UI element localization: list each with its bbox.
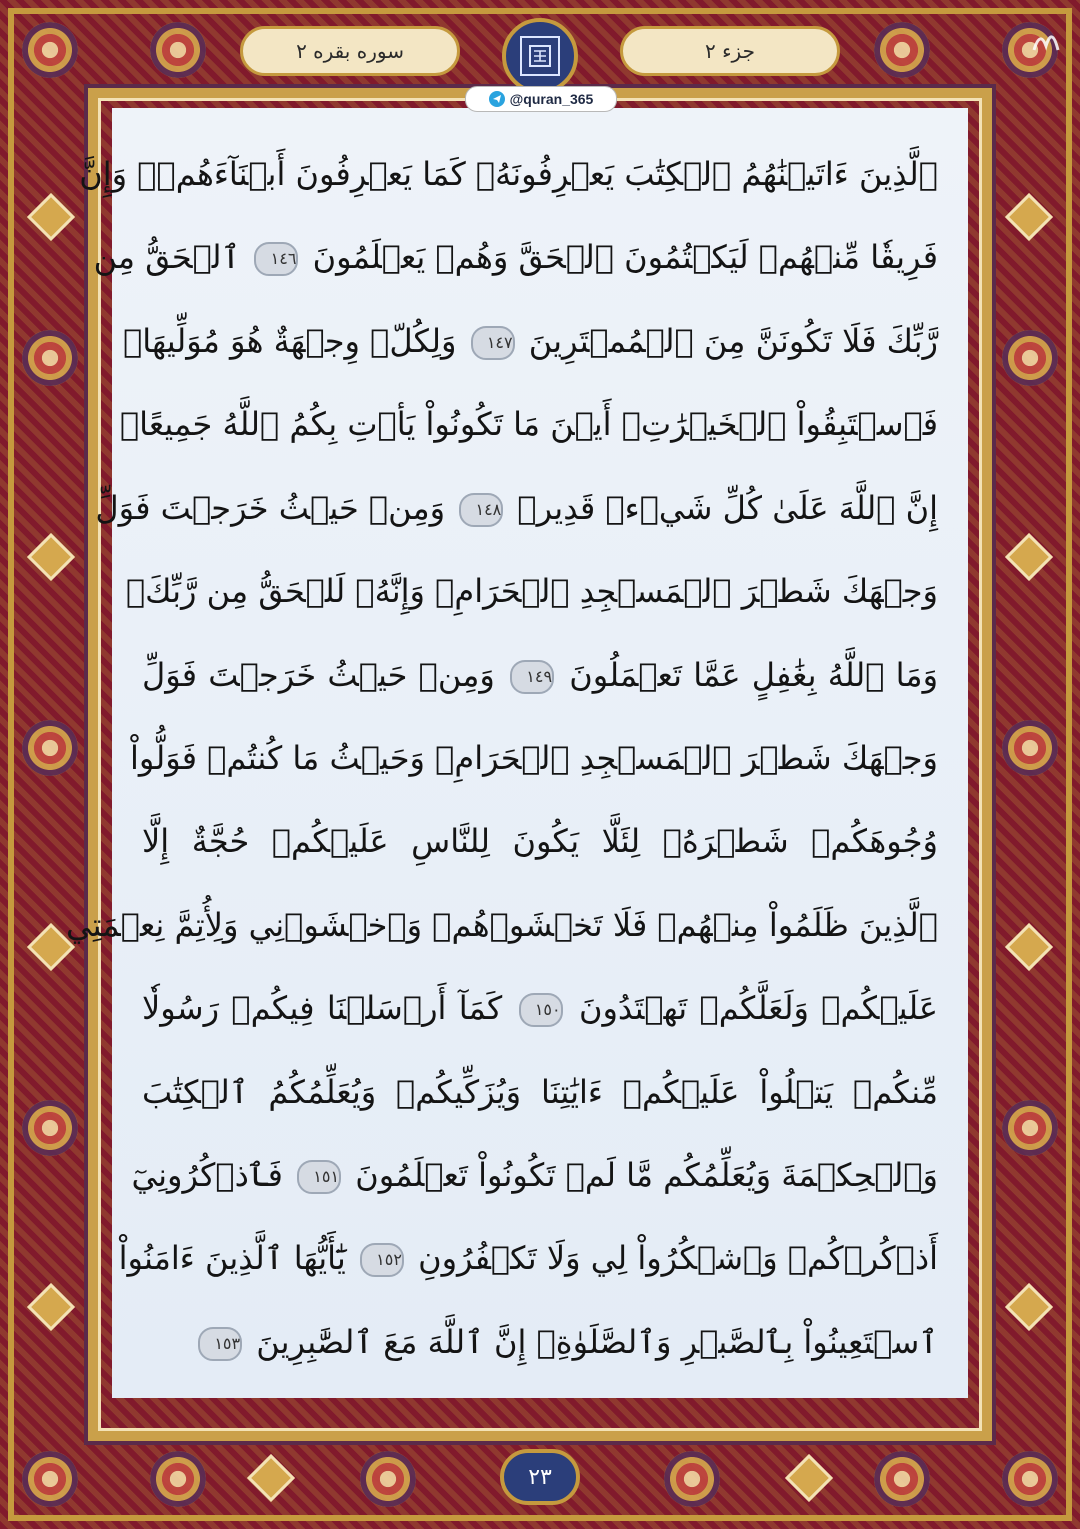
ayah-number-marker: ١٥٣ bbox=[198, 1327, 242, 1361]
verse-line bbox=[79, 138, 938, 210]
verse-text: فَٱسۡتَبِقُواْ ٱلۡخَيۡرَٰتِۚ أَيۡنَ مَا تَكُونُواْ يَأۡتِ بِكُمُ ٱللَّهُ جَمِيعًاۚ bbox=[119, 405, 938, 444]
verse-line bbox=[131, 1139, 938, 1211]
border-medallion-icon bbox=[150, 1451, 206, 1507]
page-number: ۲۳ bbox=[500, 1449, 580, 1505]
border-medallion-icon bbox=[1002, 1100, 1058, 1156]
verse-line bbox=[123, 305, 938, 377]
verse-line bbox=[142, 639, 938, 711]
border-medallion-icon bbox=[1002, 330, 1058, 386]
verse-text: مِّنكُمۡ يَتۡلُواْ عَلَيۡكُمۡ ءَايَٰتِنَا وَيُزَكِّيكُمۡ وَيُعَلِّمُكُمُ ٱلۡكِتَٰبَ bbox=[142, 1072, 938, 1111]
border-medallion-icon bbox=[22, 330, 78, 386]
verse-line bbox=[125, 555, 938, 627]
verse-line bbox=[130, 722, 938, 794]
verse-text: ٱلَّذِينَ ظَلَمُواْ مِنۡهُمۡ فَلَا تَخۡشَوۡهُمۡ وَٱخۡشَوۡنِي وَلِأُتِمَّ نِعۡمَتِي bbox=[65, 905, 938, 944]
ayah-number-marker: ١٥٠ bbox=[519, 993, 563, 1027]
verse-line bbox=[95, 472, 938, 544]
border-medallion-icon bbox=[150, 22, 206, 78]
channel-handle-badge[interactable] bbox=[465, 86, 617, 112]
border-medallion-icon bbox=[1002, 720, 1058, 776]
verse-lines bbox=[65, 138, 939, 1378]
surah-title: سوره بقره ۲ bbox=[240, 26, 460, 76]
ayah-number-marker: ١٥١ bbox=[297, 1160, 341, 1194]
verse-line bbox=[119, 388, 938, 460]
verse-text: ٱلَّذِينَ ءَاتَيۡنَٰهُمُ ٱلۡكِتَٰبَ يَعۡرِفُونَهُۥ كَمَا يَعۡرِفُونَ أَبۡنَآءَهُمۡۖ وَإِنَّ bbox=[79, 155, 938, 193]
border-medallion-icon bbox=[360, 1451, 416, 1507]
page-header bbox=[240, 18, 840, 88]
verse-line bbox=[142, 1306, 938, 1378]
verse-text: إِنَّ ٱللَّهَ عَلَىٰ كُلِّ شَيۡءٖ قَدِيرٞ bbox=[517, 488, 938, 527]
border-medallion-icon bbox=[664, 1451, 720, 1507]
emblem-icon bbox=[502, 18, 578, 94]
juz-title: جزء ۲ bbox=[620, 26, 840, 76]
telegram-icon bbox=[489, 91, 505, 107]
verse-text: رَّبِّكَ فَلَا تَكُونَنَّ مِنَ ٱلۡمُمۡتَرِينَ bbox=[528, 321, 938, 360]
ayah-number-marker: ١٥٢ bbox=[360, 1243, 404, 1277]
verse-line bbox=[142, 1056, 938, 1128]
corner-medallion-icon bbox=[22, 22, 78, 78]
verse-text: وُجُوهَكُمۡ شَطۡرَهُۥ لِئَلَّا يَكُونَ لِلنَّاسِ عَلَيۡكُمۡ حُجَّةٌ إِلَّا bbox=[142, 822, 938, 861]
border-medallion-icon bbox=[874, 22, 930, 78]
verse-line bbox=[142, 972, 938, 1044]
verse-text: وَجۡهَكَ شَطۡرَ ٱلۡمَسۡجِدِ ٱلۡحَرَامِۖ وَإِنَّهُۥ لَلۡحَقُّ مِن رَّبِّكَۗ bbox=[125, 572, 938, 611]
border-medallion-icon bbox=[874, 1451, 930, 1507]
verse-text-continuation: فَٱذۡكُرُونِيٓ bbox=[131, 1156, 283, 1195]
verse-text-continuation: وَلِكُلّٖ وِجۡهَةٌ هُوَ مُوَلِّيهَاۖ bbox=[123, 321, 457, 360]
calligraphy-square-icon bbox=[520, 36, 560, 76]
verse-line bbox=[118, 1222, 938, 1294]
verse-line bbox=[93, 221, 938, 293]
verse-text: ٱسۡتَعِينُواْ بِٱلصَّبۡرِ وَٱلصَّلَوٰةِۚ إِنَّ ٱللَّهَ مَعَ ٱلصَّٰبِرِينَ bbox=[256, 1322, 938, 1361]
border-medallion-icon bbox=[22, 720, 78, 776]
verse-text: وَمَا ٱللَّهُ بِغَٰفِلٍ عَمَّا تَعۡمَلُونَ bbox=[569, 655, 939, 694]
verse-text-continuation: يَٰٓأَيُّهَا ٱلَّذِينَ ءَامَنُواْ bbox=[118, 1239, 346, 1278]
watermark-logo-icon bbox=[1016, 20, 1076, 80]
ayah-number-marker: ١٤٦ bbox=[254, 242, 298, 276]
verse-text: وَٱلۡحِكۡمَةَ وَيُعَلِّمُكُم مَّا لَمۡ تَكُونُواْ تَعۡلَمُونَ bbox=[355, 1156, 938, 1195]
border-medallion-icon bbox=[22, 1100, 78, 1156]
verse-line bbox=[142, 805, 938, 877]
verse-text-continuation: كَمَآ أَرۡسَلۡنَا فِيكُمۡ رَسُولٗا bbox=[142, 989, 503, 1028]
corner-medallion-icon bbox=[1002, 1451, 1058, 1507]
verse-line bbox=[65, 889, 938, 961]
channel-handle-text: @quran_365 bbox=[509, 91, 594, 107]
verse-text-continuation: وَمِنۡ حَيۡثُ خَرَجۡتَ فَوَلِّ bbox=[95, 488, 446, 527]
ayah-number-marker: ١٤٧ bbox=[471, 326, 515, 360]
ayah-number-marker: ١٤٩ bbox=[510, 660, 554, 694]
verse-text-continuation: ٱلۡحَقُّ مِن bbox=[93, 238, 241, 277]
ayah-number-marker: ١٤٨ bbox=[459, 493, 503, 527]
verse-text: أَذۡكُرۡكُمۡ وَٱشۡكُرُواْ لِي وَلَا تَكۡفُرُونِ bbox=[418, 1239, 938, 1278]
verse-text: عَلَيۡكُمۡ وَلَعَلَّكُمۡ تَهۡتَدُونَ bbox=[578, 989, 939, 1028]
verse-text: وَجۡهَكَ شَطۡرَ ٱلۡمَسۡجِدِ ٱلۡحَرَامِۚ وَحَيۡثُ مَا كُنتُمۡ فَوَلُّواْ bbox=[130, 738, 938, 777]
verse-text-continuation: وَمِنۡ حَيۡثُ خَرَجۡتَ فَوَلِّ bbox=[142, 655, 495, 694]
corner-medallion-icon bbox=[22, 1451, 78, 1507]
verse-text: فَرِيقٗا مِّنۡهُمۡ لَيَكۡتُمُونَ ٱلۡحَقَّ وَهُمۡ يَعۡلَمُونَ bbox=[312, 238, 938, 277]
verse-panel bbox=[65, 108, 968, 1398]
